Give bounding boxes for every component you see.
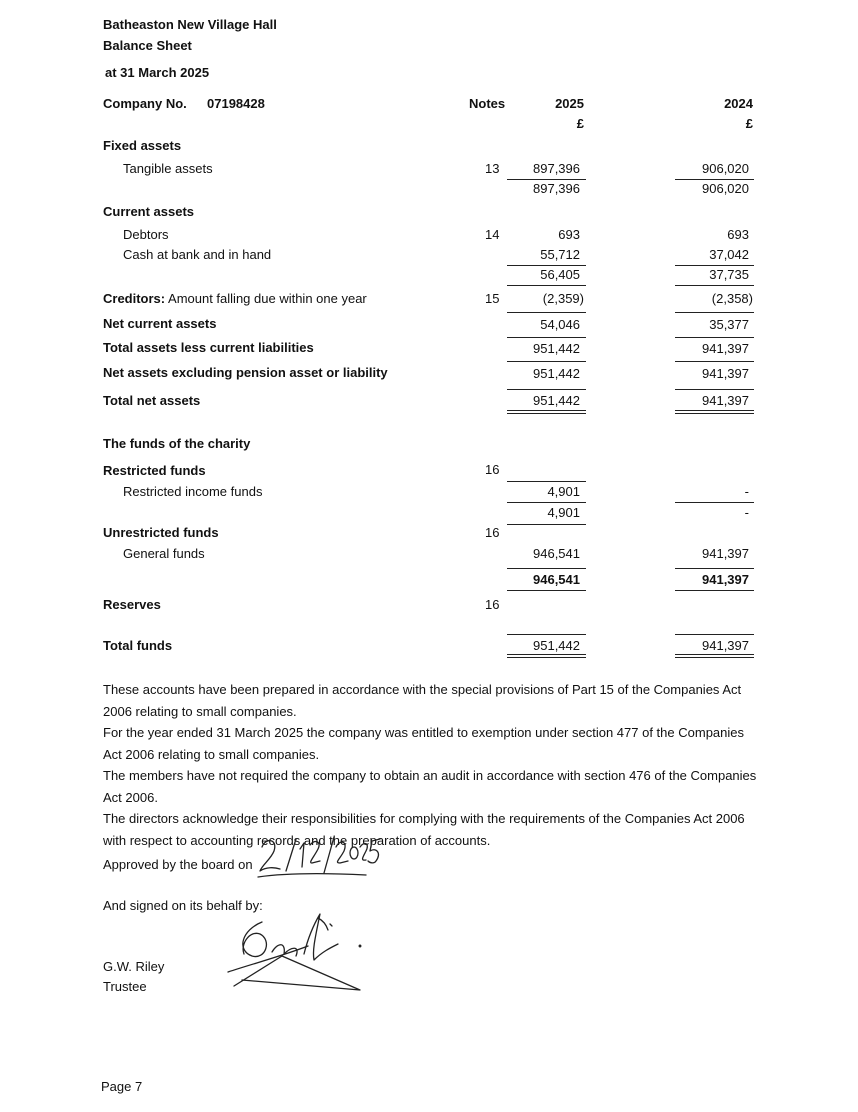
year-prior-header: 2024 <box>724 96 753 111</box>
restricted-funds-note: 16 <box>485 462 500 477</box>
current-assets-heading: Current assets <box>103 204 195 219</box>
tangible-assets-2024: 906,020 <box>702 161 749 176</box>
fixed-assets-heading: Fixed assets <box>103 138 182 153</box>
rule <box>675 389 754 390</box>
rule <box>507 179 586 180</box>
rule <box>675 179 754 180</box>
rule <box>507 361 586 362</box>
total-funds-label: Total funds <box>103 638 173 653</box>
rule <box>507 568 586 569</box>
restricted-funds-subtotal-2024: - <box>744 505 749 520</box>
general-funds-2024: 941,397 <box>702 546 749 561</box>
net-current-assets-2025: 54,046 <box>540 317 580 332</box>
rule <box>675 590 754 591</box>
cash-2024: 37,042 <box>709 247 749 262</box>
cash-2025: 55,712 <box>540 247 580 262</box>
double-rule <box>507 410 586 414</box>
statement-audit-exemption: For the year ended 31 March 2025 the company was entitled to exemption under section 477 of the Companies Act 2006 relating to small companies. <box>103 725 744 762</box>
net-assets-excluding-pension-2024: 941,397 <box>702 366 749 381</box>
net-assets-excluding-pension-2025: 951,442 <box>533 366 580 381</box>
notes-column-header: Notes <box>469 96 506 111</box>
year-current-header: 2025 <box>555 96 584 111</box>
company-number: 07198428 <box>207 96 265 111</box>
rule <box>675 337 754 338</box>
total-net-assets-2024: 941,397 <box>702 393 749 408</box>
rule <box>507 265 586 266</box>
creditors-2025: (2,359) <box>542 291 584 306</box>
creditors-2024: (2,358) <box>711 291 753 306</box>
statement-directors-responsibilities: The directors acknowledge their responsibilities for complying with the requirements of the Companies Act 2006 with respect to accounting records and the preparation of accounts. <box>103 811 745 848</box>
signatory-role: Trustee <box>103 979 147 994</box>
creditors-label <box>103 291 367 306</box>
tangible-assets-2025: 897,396 <box>533 161 580 176</box>
restricted-funds-subtotal-2025: 4,901 <box>547 505 580 520</box>
organisation-name: Batheaston New Village Hall <box>103 17 277 32</box>
document-title: Balance Sheet <box>103 38 192 53</box>
approval-label: Approved by the board on <box>103 857 253 872</box>
debtors-label: Debtors <box>123 227 169 242</box>
statement-members-audit: The members have not required the company to obtain an audit in accordance with section 476 of the Companies Act 2006. <box>103 768 757 805</box>
rule <box>507 590 586 591</box>
creditors-label-bold: Creditors: <box>103 291 166 306</box>
rule <box>507 502 586 503</box>
total-net-assets-2025: 951,442 <box>533 393 580 408</box>
rule <box>507 285 586 286</box>
net-assets-excluding-pension-label: Net assets excluding pension asset or liability <box>103 365 388 380</box>
current-assets-subtotal-2025: 56,405 <box>540 267 580 282</box>
general-funds-2025: 946,541 <box>533 546 580 561</box>
restricted-income-funds-2024: - <box>744 484 749 499</box>
handwritten-date-icon <box>256 833 386 883</box>
trustee-signature <box>222 910 372 995</box>
total-assets-less-liabilities-2025: 951,442 <box>533 341 580 356</box>
net-current-assets-2024: 35,377 <box>709 317 749 332</box>
handwritten-approval-date <box>256 833 386 883</box>
funds-heading: The funds of the charity <box>103 436 251 451</box>
rule <box>675 312 754 313</box>
rule <box>675 502 754 503</box>
tangible-assets-label: Tangible assets <box>123 161 213 176</box>
unrestricted-funds-heading: Unrestricted funds <box>103 525 219 540</box>
fixed-assets-subtotal-2025: 897,396 <box>533 181 580 196</box>
statement-small-companies: These accounts have been prepared in accordance with the special provisions of Part 15 of the Companies Act 2006 relating to small companies. <box>103 682 742 719</box>
unrestricted-funds-subtotal-2024: 941,397 <box>702 572 749 587</box>
rule <box>675 568 754 569</box>
rule <box>507 389 586 390</box>
reserves-note: 16 <box>485 597 500 612</box>
current-assets-subtotal-2024: 37,735 <box>709 267 749 282</box>
rule <box>507 312 586 313</box>
signed-on-behalf-label: And signed on its behalf by: <box>103 898 263 913</box>
total-assets-less-liabilities-2024: 941,397 <box>702 341 749 356</box>
double-rule <box>507 654 586 658</box>
report-date: at 31 March 2025 <box>105 65 210 80</box>
debtors-note: 14 <box>485 227 500 242</box>
unrestricted-funds-note: 16 <box>485 525 500 540</box>
currency-prior: £ <box>745 116 753 131</box>
restricted-income-funds-2025: 4,901 <box>547 484 580 499</box>
total-assets-less-liabilities-label: Total assets less current liabilities <box>103 340 314 355</box>
double-rule <box>675 410 754 414</box>
total-net-assets-label: Total net assets <box>103 393 201 408</box>
double-rule <box>675 654 754 658</box>
statements-block <box>103 679 763 851</box>
restricted-funds-heading: Restricted funds <box>103 463 206 478</box>
company-number-label: Company No. <box>103 96 187 111</box>
rule <box>675 634 754 635</box>
tangible-assets-note: 13 <box>485 161 500 176</box>
debtors-2024: 693 <box>727 227 749 242</box>
debtors-2025: 693 <box>558 227 580 242</box>
net-current-assets-label: Net current assets <box>103 316 217 331</box>
total-funds-2024: 941,397 <box>702 638 749 653</box>
restricted-income-funds-label: Restricted income funds <box>123 484 263 499</box>
reserves-label: Reserves <box>103 597 161 612</box>
cash-label: Cash at bank and in hand <box>123 247 272 262</box>
rule <box>675 265 754 266</box>
total-funds-2025: 951,442 <box>533 638 580 653</box>
rule <box>507 481 586 482</box>
rule <box>675 361 754 362</box>
rule <box>675 285 754 286</box>
signature-icon <box>222 910 372 995</box>
unrestricted-funds-subtotal-2025: 946,541 <box>533 572 580 587</box>
page-number: Page 7 <box>101 1079 143 1094</box>
general-funds-label: General funds <box>123 546 205 561</box>
rule <box>507 524 586 525</box>
rule <box>507 634 586 635</box>
rule <box>507 337 586 338</box>
signatory-name: G.W. Riley <box>103 959 165 974</box>
fixed-assets-subtotal-2024: 906,020 <box>702 181 749 196</box>
currency-current: £ <box>576 116 584 131</box>
creditors-note: 15 <box>485 291 500 306</box>
creditors-label-rest: Amount falling due within one year <box>165 291 367 306</box>
